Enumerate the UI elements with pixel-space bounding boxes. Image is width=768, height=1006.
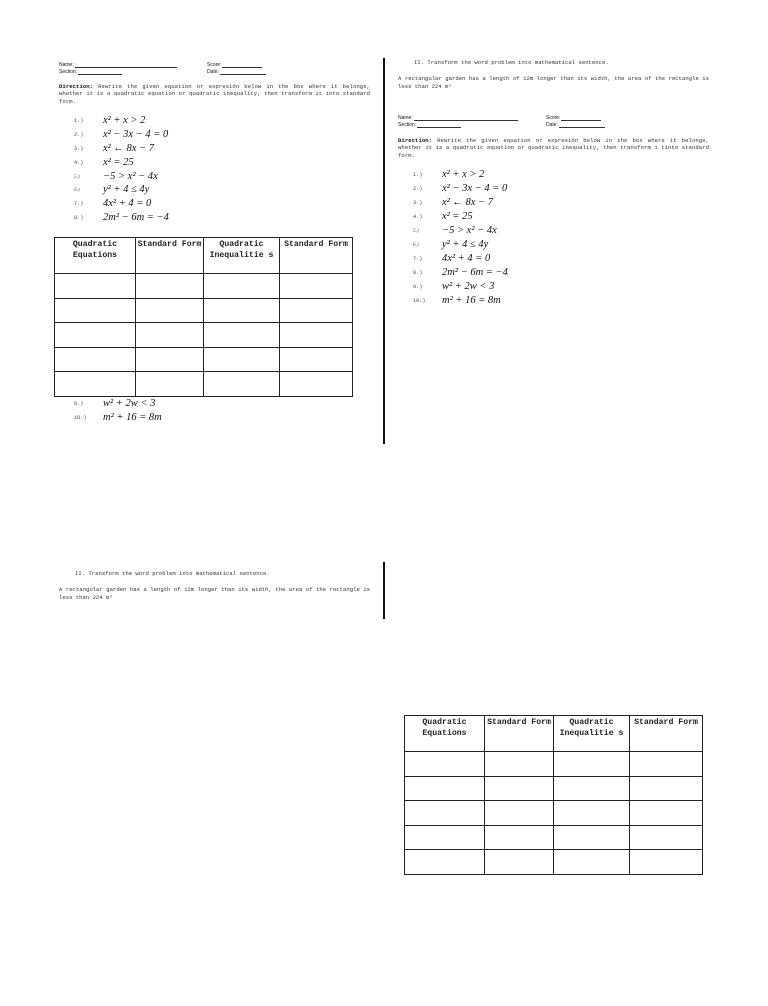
date-field [207, 69, 266, 75]
item-number: 4.) [74, 160, 84, 166]
item-equation: x² = 25 [442, 211, 473, 222]
item-equation: w² + 2w < 3 [442, 281, 495, 292]
item-number: 10.) [413, 298, 426, 304]
table-cell[interactable] [485, 801, 554, 826]
item-equation: y² + 4 ≤ 4y [442, 239, 489, 250]
item-equation: x² = 25 [103, 157, 134, 168]
section-line [78, 70, 122, 75]
table-cell[interactable] [405, 776, 485, 801]
table-cell[interactable] [204, 274, 280, 299]
header-quadratic-inequalities: Quadratic Inequalitie s [204, 238, 280, 274]
table-cell[interactable] [136, 274, 204, 299]
table-cell[interactable] [280, 274, 353, 299]
table-cell[interactable] [280, 298, 353, 323]
item-equation: x² + x > 2 [442, 169, 485, 180]
item-equation: x² − 3x − 4 = 0 [103, 129, 169, 140]
table-cell[interactable] [136, 372, 204, 397]
table-cell[interactable] [204, 372, 280, 397]
header-standard-form-2: Standard Form [280, 238, 353, 274]
item-equation: 4x² + 4 = 0 [103, 198, 152, 209]
table-cell[interactable] [485, 752, 554, 777]
item-number: 10.) [74, 415, 87, 421]
direction-paragraph [59, 83, 370, 105]
score-label: Score: [546, 115, 561, 121]
word-problem-heading-right: II. Transform the word problem into mathematical sentence. [414, 59, 609, 66]
item-number: 1.) [74, 118, 84, 124]
item-equation: 2m² − 6m = −4 [442, 267, 508, 278]
item-number: 9.) [74, 401, 84, 407]
table-cell[interactable] [405, 825, 485, 850]
table-cell[interactable] [405, 801, 485, 826]
table-row [405, 850, 703, 875]
header-standard-form-2: Standard Form [630, 716, 703, 752]
header-standard-form: Standard Form [485, 716, 554, 752]
name-line [75, 63, 177, 68]
table-cell[interactable] [630, 801, 703, 826]
item-equation: x² ← 8x − 7 [103, 143, 155, 154]
item-number: 6.) [74, 187, 80, 193]
table-cell[interactable] [204, 298, 280, 323]
header-quadratic-equations: Quadratic Equations [55, 238, 136, 274]
direction-text: Rewrite the given equation or expresión below in the box where it belongs, whether it is a quadratic equation or quadratic inequality, then transform it into standard form. [59, 83, 370, 105]
section-label: Section: [59, 69, 78, 75]
item-number: 7.) [413, 256, 423, 262]
table-row [55, 274, 353, 299]
table-cell[interactable] [554, 801, 630, 826]
table-cell[interactable] [405, 850, 485, 875]
item-equation: y² + 4 ≤ 4y [103, 184, 150, 195]
direction-paragraph-right [398, 137, 709, 159]
table-row [405, 776, 703, 801]
name-field [59, 62, 177, 68]
item-number: 6.) [413, 242, 419, 248]
table-row [405, 752, 703, 777]
section-line [417, 123, 461, 128]
direction-label: Direction: [398, 137, 433, 144]
item-equation: w² + 2w < 3 [103, 398, 156, 409]
table-row [55, 372, 353, 397]
name-label: Name: [398, 115, 413, 121]
header-quadratic-inequalities: Quadratic Inequalitie s [554, 716, 630, 752]
date-label: Date: [546, 122, 558, 128]
table-cell[interactable] [485, 825, 554, 850]
table-cell[interactable] [280, 323, 353, 348]
table-cell[interactable] [55, 274, 136, 299]
page-divider-top [383, 58, 385, 444]
header-quadratic-equations: Quadratic Equations [405, 716, 485, 752]
table-cell[interactable] [485, 850, 554, 875]
date-label: Date: [207, 69, 219, 75]
table-cell[interactable] [136, 347, 204, 372]
table-row [405, 801, 703, 826]
classification-table-right [404, 715, 703, 875]
score-label: Score: [207, 62, 222, 68]
score-field [207, 62, 262, 68]
item-equation: m² + 16 = 8m [442, 295, 501, 306]
table-cell[interactable] [280, 372, 353, 397]
item-number: 4.) [413, 214, 423, 220]
section-field [59, 69, 122, 75]
table-cell[interactable] [554, 752, 630, 777]
table-cell[interactable] [554, 776, 630, 801]
item-equation: x² + x > 2 [103, 115, 146, 126]
date-field-right [546, 122, 605, 128]
word-problem-text-right: A rectangular garden has a length of 12m longer than its width, the area of the rectangle is less than 224 m² [398, 75, 709, 90]
name-label: Name: [59, 62, 74, 68]
name-line [414, 116, 518, 121]
item-number: 3.) [413, 200, 423, 206]
table-cell[interactable] [630, 825, 703, 850]
table-cell[interactable] [204, 347, 280, 372]
direction-text: Rewrite the given equation or expresión below in the box where it belongs, whether it is a quadratic equation or quadratic inequality, then transform i tinto standard form. [398, 137, 709, 159]
table-cell[interactable] [136, 298, 204, 323]
item-equation: −5 > x² − 4x [103, 171, 158, 182]
item-equation: 2m² − 6m = −4 [103, 212, 169, 223]
item-number: 5.) [413, 228, 419, 234]
item-number: 5.) [74, 174, 80, 180]
item-number: 2.) [413, 186, 423, 192]
table-cell[interactable] [55, 323, 136, 348]
table-cell[interactable] [136, 323, 204, 348]
table-cell[interactable] [204, 323, 280, 348]
item-equation: x² − 3x − 4 = 0 [442, 183, 508, 194]
name-field-right [398, 115, 518, 121]
item-number: 8.) [74, 215, 84, 221]
section-field-right [398, 122, 461, 128]
header-standard-form: Standard Form [136, 238, 204, 274]
word-problem-text-left: A rectangular garden has a length of 12m longer than its width, the area of the rectangle is less than 224 m² [59, 586, 370, 601]
table-cell[interactable] [630, 776, 703, 801]
item-number: 2.) [74, 132, 84, 138]
word-problem-heading-left: II. Transform the word problem into mathematical sentence. [75, 570, 270, 577]
page-divider-bottom [383, 562, 385, 619]
table-cell[interactable] [554, 850, 630, 875]
item-number: 8.) [413, 270, 423, 276]
item-equation: 4x² + 4 = 0 [442, 253, 491, 264]
table-row [405, 825, 703, 850]
table-cell[interactable] [55, 298, 136, 323]
table-cell[interactable] [630, 850, 703, 875]
table-cell[interactable] [630, 752, 703, 777]
item-number: 1.) [413, 172, 423, 178]
score-field-right [546, 115, 601, 121]
item-number: 9.) [413, 284, 423, 290]
item-equation: x² ← 8x − 7 [442, 197, 494, 208]
table-cell[interactable] [55, 347, 136, 372]
table-row [55, 298, 353, 323]
score-line [222, 63, 262, 68]
table-cell[interactable] [280, 347, 353, 372]
table-row [55, 323, 353, 348]
table-cell[interactable] [485, 776, 554, 801]
item-number: 3.) [74, 146, 84, 152]
table-row [55, 347, 353, 372]
table-cell[interactable] [55, 372, 136, 397]
table-cell[interactable] [405, 752, 485, 777]
date-line [220, 70, 266, 75]
item-equation: −5 > x² − 4x [442, 225, 497, 236]
classification-table-left [54, 237, 353, 397]
direction-label: Direction: [59, 83, 94, 90]
score-line [561, 116, 601, 121]
section-label: Section: [398, 122, 417, 128]
item-equation: m² + 16 = 8m [103, 412, 162, 423]
table-cell[interactable] [554, 825, 630, 850]
item-number: 7.) [74, 201, 84, 207]
date-line [559, 123, 605, 128]
